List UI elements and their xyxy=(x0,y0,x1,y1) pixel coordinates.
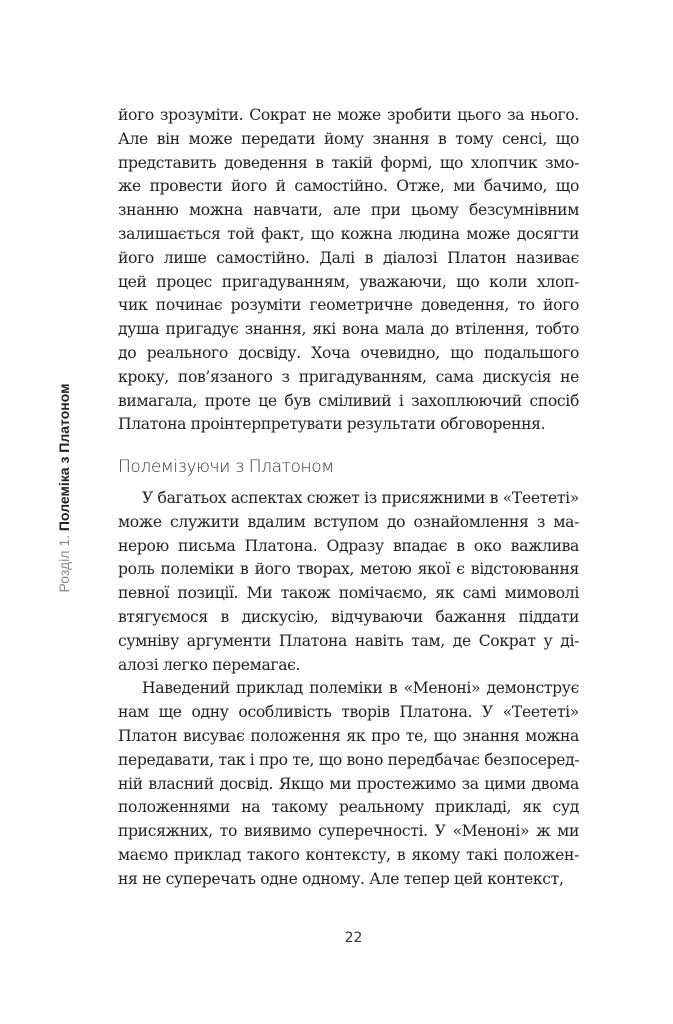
text-line: передавати, так і про те, що воно передбачає безпосеред- xyxy=(118,750,579,769)
text-line: ня не суперечать одне одному. Але тепер цей контекст, xyxy=(118,869,564,888)
text-line: маємо приклад такого контексту, в якому такі положен- xyxy=(118,845,579,864)
section-heading: Полемізуючи з Платоном xyxy=(118,457,334,477)
paragraph-1 xyxy=(118,104,579,437)
text-line: нам ще одну особливість творів Платона. У «Теететі» xyxy=(118,703,579,722)
chapter-label: Розділ 1. xyxy=(56,534,72,593)
text-line: до реального досвіду. Хоча очевидно, що подальшого xyxy=(118,343,579,362)
text-line: залишається той факт, що кожна людина може досягти xyxy=(118,224,579,243)
text-line: цей процес пригадуванням, уважаючи, що коли хлоп- xyxy=(118,272,579,291)
text-line: Платона проінтерпретувати результати обговорення. xyxy=(118,415,546,434)
text-line: Але він може передати йому знання в тому сенсі, що xyxy=(118,129,579,148)
text-line: сумніву аргументи Платона навіть там, де Сократ у ді- xyxy=(118,631,579,650)
text-line: душа пригадує знання, які вона мала до втілення, тобто xyxy=(118,320,579,339)
text-line: У багатьох аспектах сюжет із присяжними в «Теететі» xyxy=(142,489,579,507)
text-line: положеннями на такому реальному прикладі, як суд xyxy=(118,798,579,817)
page-number: 22 xyxy=(344,930,363,946)
text-line: представить доведення в такій формі, що хлопчик змо- xyxy=(118,153,579,172)
text-line: вимагала, проте це був сміливий і захоплюючий спосіб xyxy=(118,391,579,410)
text-line: роль полеміки в його творах, метою якої є відстоювання xyxy=(118,560,579,579)
text-line: ній власний досвід. Якщо ми простежимо за цими двома xyxy=(118,774,579,793)
text-line: може служити вдалим вступом до ознайомлення з ма- xyxy=(118,512,579,531)
paragraphs-2-3 xyxy=(118,487,579,892)
text-line: чик починає розуміти геометричне доведення, то його xyxy=(118,296,579,315)
text-line: його лише самостійно. Далі в діалозі Платон називає xyxy=(118,248,579,267)
text-line: знанню можна навчати, але при цьому безсумнівним xyxy=(118,201,579,220)
text-line: же провести його й самостійно. Отже, ми бачимо, що xyxy=(118,177,579,196)
text-line: кроку, пов’язаного з пригадуванням, сама дискусія не xyxy=(118,367,579,386)
text-line: втягуємося в дискусію, відчуваючи бажання піддати xyxy=(118,607,579,626)
chapter-title: Полеміка з Платоном xyxy=(56,383,72,532)
text-line: присяжних, то виявимо суперечності. У «Меноні» ж ми xyxy=(118,822,579,841)
text-line: певної позиції. Ми також помічаємо, як самі мимоволі xyxy=(118,584,579,603)
text-line: Платон висуває положення як про те, що знання можна xyxy=(118,726,579,745)
text-line: його зрозуміти. Сократ не може зробити цього за нього. xyxy=(118,106,579,124)
text-line: алозі легко перемагає. xyxy=(118,655,301,674)
running-header xyxy=(56,384,72,593)
text-line: Наведений приклад полеміки в «Меноні» демонструє xyxy=(142,679,579,698)
text-line: нерою письма Платона. Одразу впадає в око важлива xyxy=(118,536,579,555)
